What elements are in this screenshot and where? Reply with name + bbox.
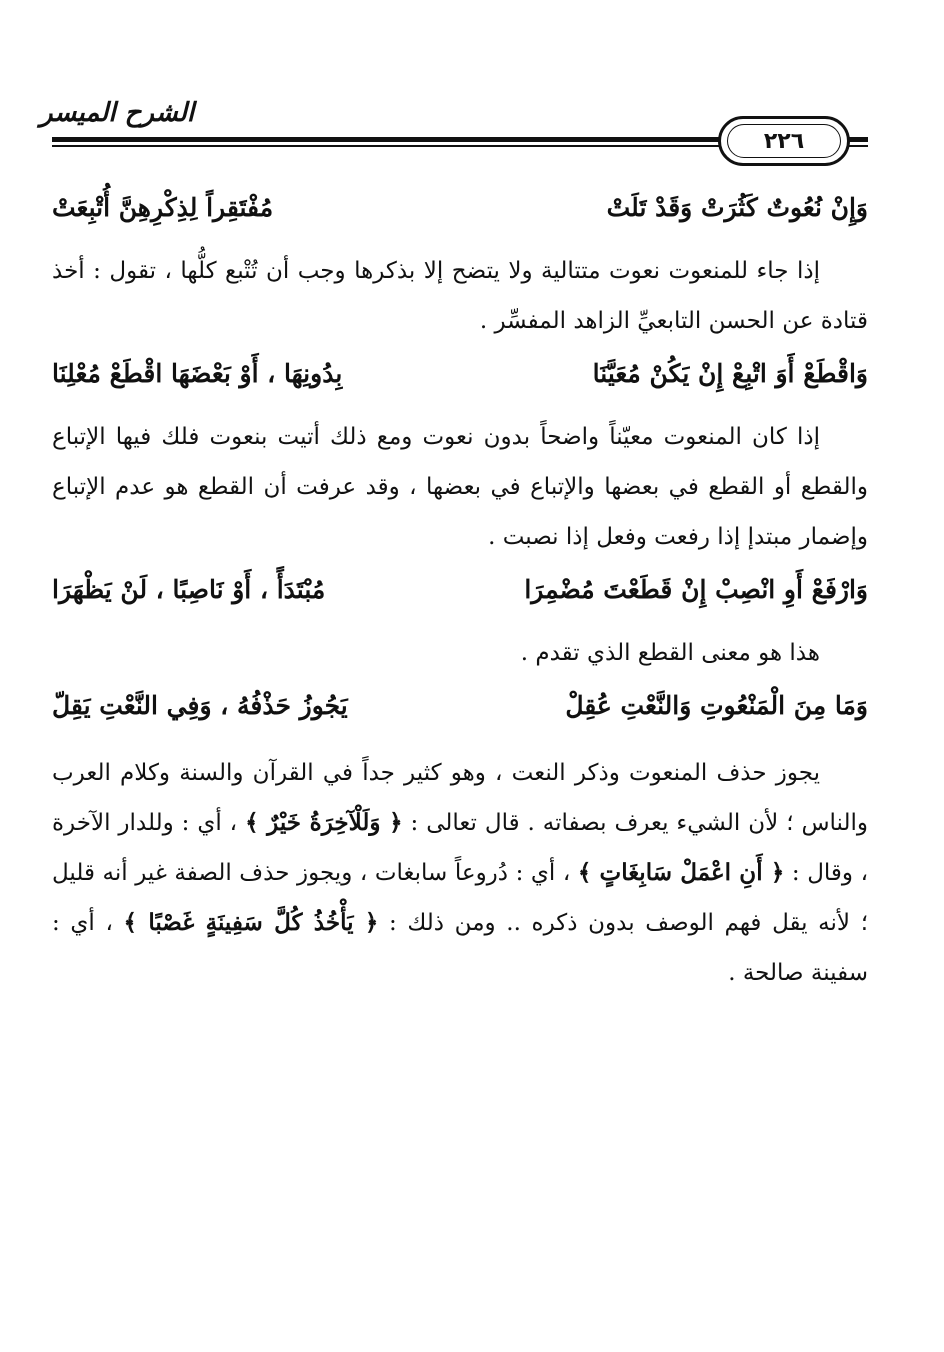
- verse-line: [52, 568, 868, 616]
- commentary-paragraph: إذا جاء للمنعوت نعوت متتالية ولا يتضح إلا بذكرها وجب أن تُتْبع كلُّها ، تقول : أخذ قتادة عن الحسن التابعيِّ الزاهد المفسِّر .: [52, 258, 868, 334]
- verse-first-hemistich: وَاقْطَعْ أَوَ اتْبِعْ إِنْ يَكُنْ مُعَيَّنَا: [592, 359, 868, 388]
- verse-line: [52, 352, 868, 400]
- quran-quote: ﴿ وَلَلْآخِرَةُ خَيْرٌ ﴾: [245, 809, 403, 836]
- commentary-paragraph: [52, 748, 868, 998]
- quran-quote: ﴿ أَنِ اعْمَلْ سَابِغَاتٍ ﴾: [577, 859, 785, 886]
- commentary-paragraph: هذا هو معنى القطع الذي تقدم .: [520, 640, 820, 666]
- page-number-frame: [718, 116, 850, 166]
- verse-second-hemistich: بِدُونِهَا ، أَوْ بَعْضَهَا اقْطَعْ مُعْلِنَا: [52, 359, 343, 388]
- verse-second-hemistich: يَجُوزُ حَذْفُهُ ، وَفِي النَّعْتِ يَقِلّ: [52, 691, 348, 720]
- verse-line: [52, 186, 868, 234]
- page-number: ٢٢٦: [727, 124, 841, 158]
- commentary-text: ، أي : سفينة صالحة .: [52, 910, 868, 986]
- verse-first-hemistich: وَارْفَعْ أَوِ انْصِبْ إِنْ قَطَعْتَ مُضْمِرَا: [524, 575, 868, 604]
- quran-quote: ﴿ يَأْخُذُ كُلَّ سَفِينَةٍ غَصْبًا ﴾: [123, 909, 379, 936]
- header-rule-thin: [52, 145, 720, 147]
- verse-line: [52, 684, 868, 732]
- commentary-text: ، أي : وللدار الآخرة ، وقال :: [52, 810, 868, 886]
- commentary-text: ، أي : دُروعاً سابغات ، ويجوز حذف الصفة غير أنه قليل ؛ لأنه يقل فهم الوصف بدون ذكره .. ومن ذلك :: [52, 860, 869, 936]
- verse-first-hemistich: وَإِنْ نُعُوتٌ كَثُرَتْ وَقَدْ تَلَتْ: [606, 193, 868, 222]
- page-content: [52, 186, 868, 1004]
- header-rule-thick-right: [848, 137, 868, 142]
- commentary-paragraph: إذا كان المنعوت معيّناً واضحاً بدون نعوت ومع ذلك أتيت بنعوت فلك فيها الإتباع والقطع أو القطع في بعضها والإتباع في بعضها ، وقد عرفت أن القطع هو عدم الإتباع وإضمار مبتدإ إذا رفعت وفعل إذا نصبت .: [52, 424, 868, 550]
- header-rule-thin-right: [848, 145, 868, 147]
- verse-first-hemistich: وَمَا مِنَ الْمَنْعُوتِ وَالنَّعْتِ عُقِلْ: [565, 691, 868, 720]
- verse-second-hemistich: مُفْتَقِراً لِذِكْرِهِنَّ أُتْبِعَتْ: [52, 193, 274, 222]
- running-header-title: الشرح الميسر: [40, 98, 195, 128]
- header-rule-thick: [52, 137, 720, 142]
- commentary-text: يجوز حذف المنعوت وذكر النعت ، وهو كثير جداً في القرآن والسنة وكلام العرب والناس ؛ لأن الشيء يعرف بصفاته . قال تعالى :: [52, 760, 868, 836]
- verse-second-hemistich: مُبْتَدَأً ، أَوْ نَاصِبًا ، لَنْ يَظْهَرَا: [52, 575, 326, 604]
